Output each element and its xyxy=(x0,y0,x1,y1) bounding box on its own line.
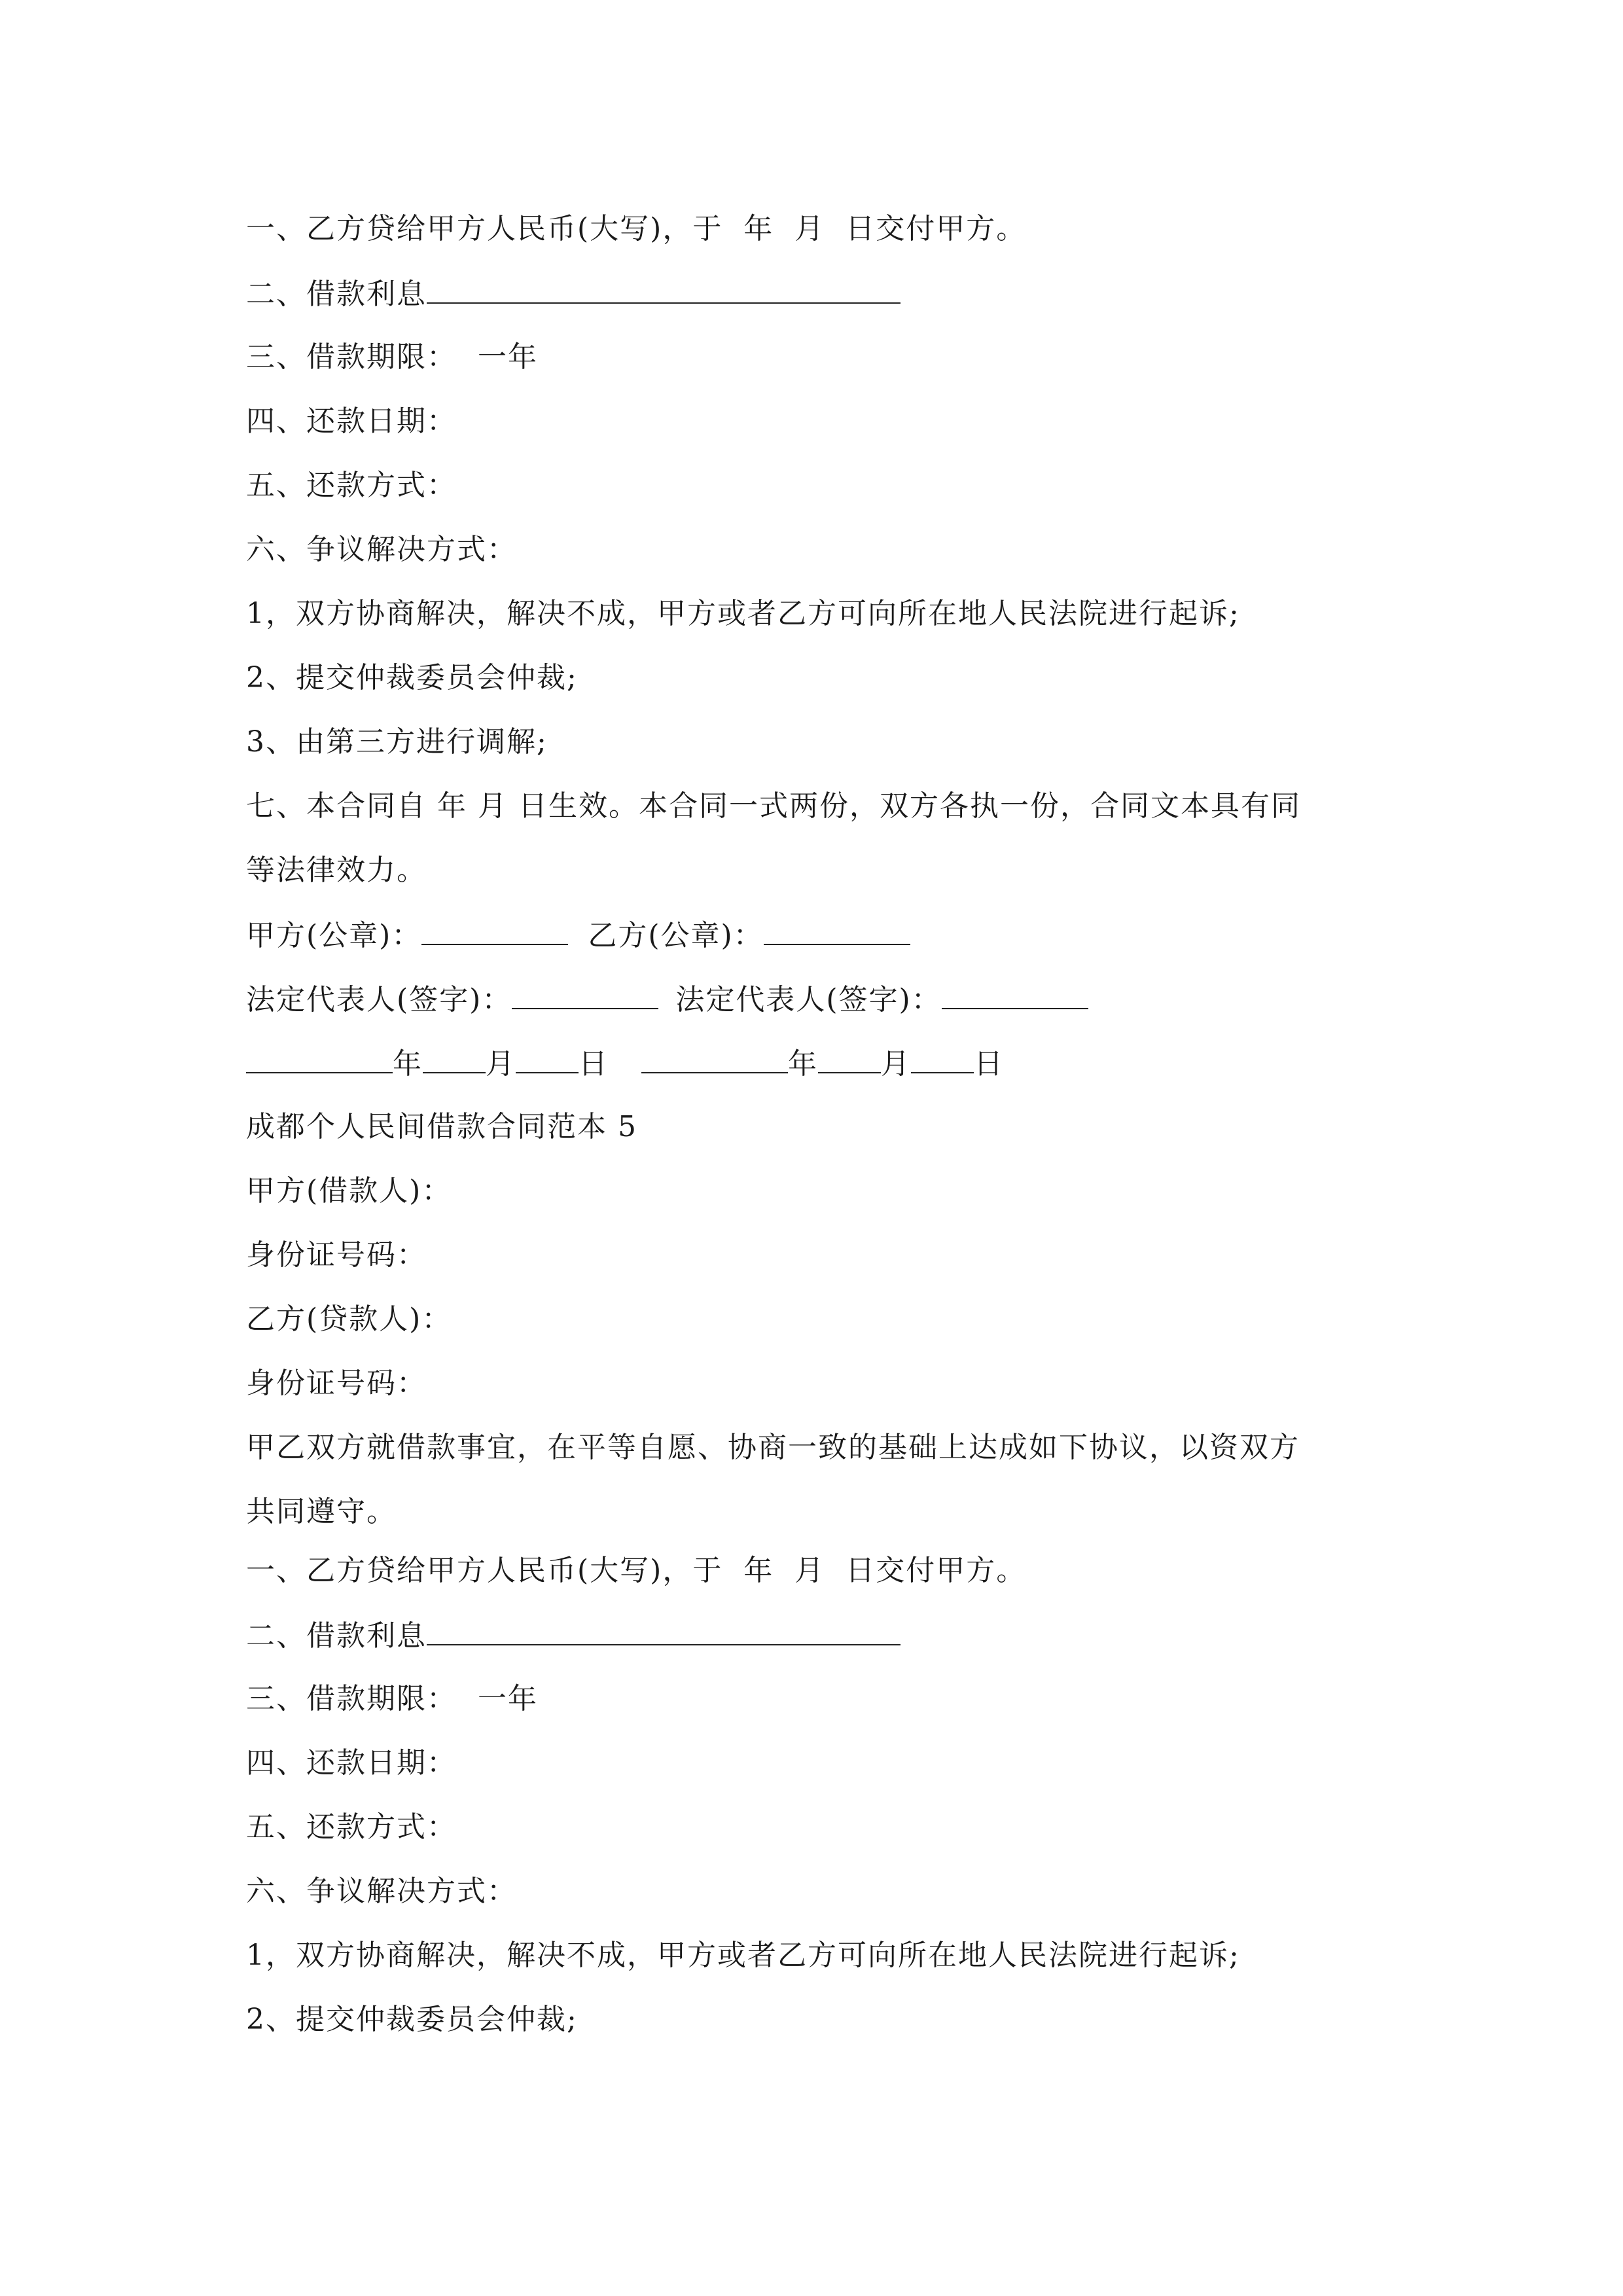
clause-3-b: 三、借款期限： 一年 xyxy=(246,1682,538,1715)
intro-line-2: 共同遵守。 xyxy=(246,1495,397,1528)
rep-a-blank xyxy=(512,979,658,1009)
clause-1: 一、乙方贷给甲方人民币(大写)，于 年 月 日交付甲方。 xyxy=(246,212,1027,245)
party-b-seal-label: 乙方(公章)： xyxy=(588,919,764,952)
date-row xyxy=(246,1043,1385,1084)
clause-2-b-label: 二、借款利息 xyxy=(246,1619,427,1653)
dispute-option-1-b: 1，双方协商解决，解决不成，甲方或者乙方可向所在地人民法院进行起诉; xyxy=(246,1939,1240,1972)
year-a-blank xyxy=(246,1043,393,1073)
dispute-option-2: 2、提交仲裁委员会仲裁; xyxy=(246,661,578,694)
clause-2-label: 二、借款利息 xyxy=(246,278,427,311)
clause-1-b: 一、乙方贷给甲方人民币(大写)，于 年 月 日交付甲方。 xyxy=(246,1554,1027,1587)
clause-7: 七、本合同自 年 月 日生效。本合同一式两份，双方各执一份，合同文本具有同 xyxy=(246,789,1301,823)
signature-row xyxy=(246,979,1385,1020)
rep-a-label: 法定代表人(签字)： xyxy=(246,983,512,1016)
party-a-seal-blank xyxy=(421,915,568,945)
interest-blank-b xyxy=(427,1615,901,1645)
dispute-option-1: 1，双方协商解决，解决不成，甲方或者乙方可向所在地人民法院进行起诉; xyxy=(246,597,1240,630)
month-b-blank xyxy=(818,1043,881,1073)
rep-b-blank xyxy=(942,979,1088,1009)
clause-4: 四、还款日期： xyxy=(246,404,457,438)
dispute-option-3: 3、由第三方进行调解; xyxy=(246,725,548,759)
year-a-label: 年 xyxy=(393,1047,423,1081)
clause-5-b: 五、还款方式： xyxy=(246,1810,457,1844)
intro-line-1: 甲乙双方就借款事宜，在平等自愿、协商一致的基础上达成如下协议，以资双方 xyxy=(246,1431,1300,1464)
day-a-blank xyxy=(516,1043,579,1073)
month-b-label: 月 xyxy=(881,1047,911,1081)
clause-2-b xyxy=(246,1615,1385,1656)
dispute-option-2-b: 2、提交仲裁委员会仲裁; xyxy=(246,2003,578,2036)
clause-2 xyxy=(246,274,1385,314)
contract-title: 成都个人民间借款合同范本 5 xyxy=(246,1110,637,1143)
lender-line: 乙方(贷款人)： xyxy=(246,1302,452,1336)
interest-blank xyxy=(427,274,901,304)
seal-row xyxy=(246,915,1385,956)
borrower-line: 甲方(借款人)： xyxy=(246,1174,452,1208)
month-a-label: 月 xyxy=(486,1047,516,1081)
borrower-id-line: 身份证号码： xyxy=(246,1238,427,1272)
day-a-label: 日 xyxy=(579,1047,609,1081)
year-b-blank xyxy=(641,1043,788,1073)
day-b-blank xyxy=(911,1043,974,1073)
lender-id-line: 身份证号码： xyxy=(246,1367,427,1400)
clause-7-cont: 等法律效力。 xyxy=(246,853,427,887)
clause-5: 五、还款方式： xyxy=(246,469,457,502)
month-a-blank xyxy=(423,1043,486,1073)
party-a-seal-label: 甲方(公章)： xyxy=(246,919,422,952)
rep-b-label: 法定代表人(签字)： xyxy=(675,983,942,1016)
clause-6-b: 六、争议解决方式： xyxy=(246,1874,517,1908)
party-b-seal-blank xyxy=(764,915,910,945)
clause-6: 六、争议解决方式： xyxy=(246,533,517,566)
clause-4-b: 四、还款日期： xyxy=(246,1746,457,1780)
day-b-label: 日 xyxy=(974,1047,1004,1081)
clause-3: 三、借款期限： 一年 xyxy=(246,340,538,374)
year-b-label: 年 xyxy=(788,1047,818,1081)
